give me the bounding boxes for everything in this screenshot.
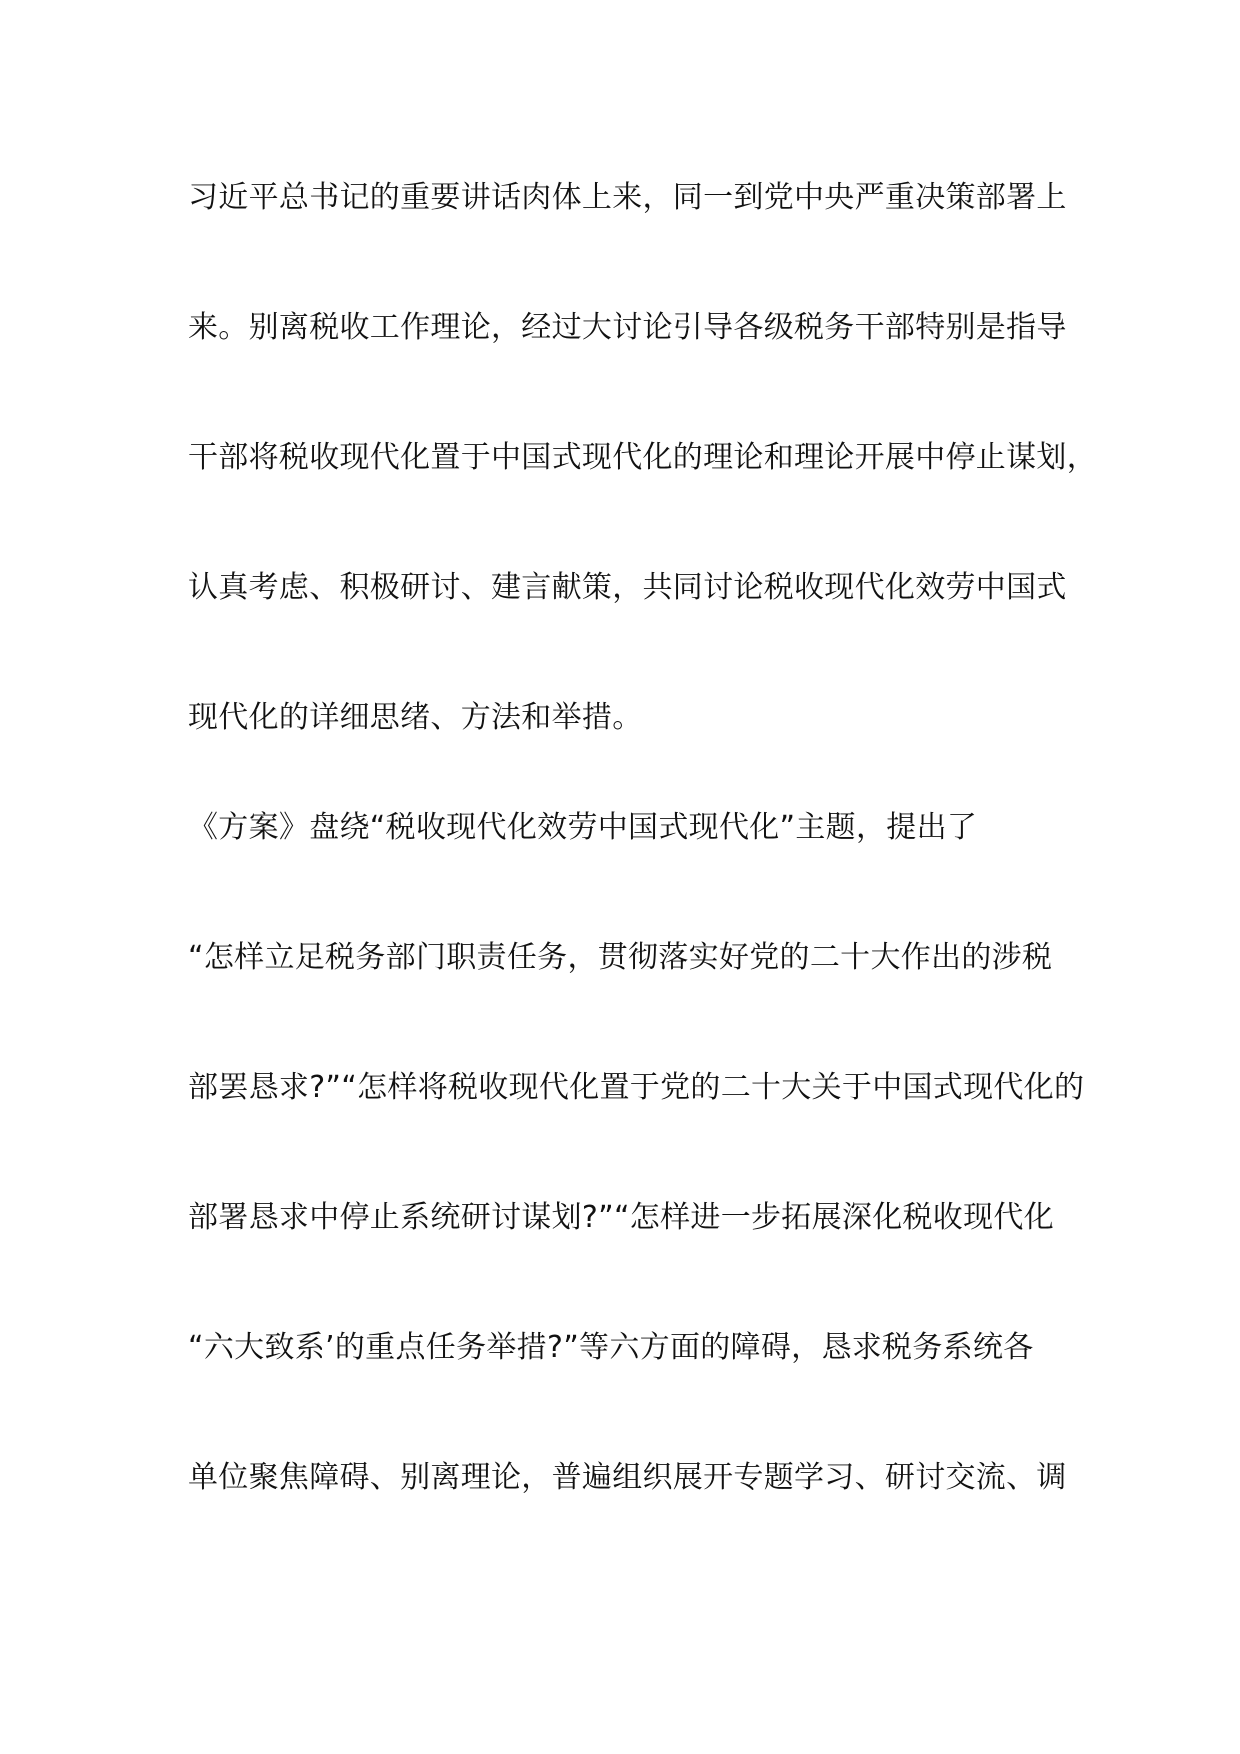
paragraph-line: 干部将税收现代化置于中国式现代化的理论和理论开展中停止谋划， (188, 440, 1097, 475)
paragraph-line: 习近平总书记的重要讲话肉体上来，同一到党中央严重决策部署上 (188, 180, 1067, 215)
paragraph-line: 部署恳求中停止系统研讨谋划?”“怎样进一步拓展深化税收现代化 (188, 1200, 1055, 1235)
paragraph-line: 认真考虑、积极研讨、建言献策，共同讨论税收现代化效劳中国式 (188, 570, 1067, 605)
paragraph-line: 来。别离税收工作理论，经过大讨论引导各级税务干部特别是指导 (188, 310, 1067, 345)
paragraph-line: “六大致系’的重点任务举措?”等六方面的障碍，恳求税务系统各 (188, 1330, 1034, 1365)
paragraph-line: 部罢恳求?”“怎样将税收现代化置于党的二十大关于中国式现代化的 (188, 1070, 1085, 1105)
paragraph-line: 现代化的详细思绪、方法和举措。 (188, 700, 643, 735)
paragraph-line: “怎样立足税务部门职责任务，贯彻落实好党的二十大作出的涉税 (188, 940, 1053, 975)
paragraph-line: 《方案》盘绕“税收现代化效劳中国式现代化”主题，提出了 (188, 810, 978, 845)
paragraph-line: 单位聚焦障碍、别离理论，普遍组织展开专题学习、研讨交流、调 (188, 1460, 1067, 1495)
